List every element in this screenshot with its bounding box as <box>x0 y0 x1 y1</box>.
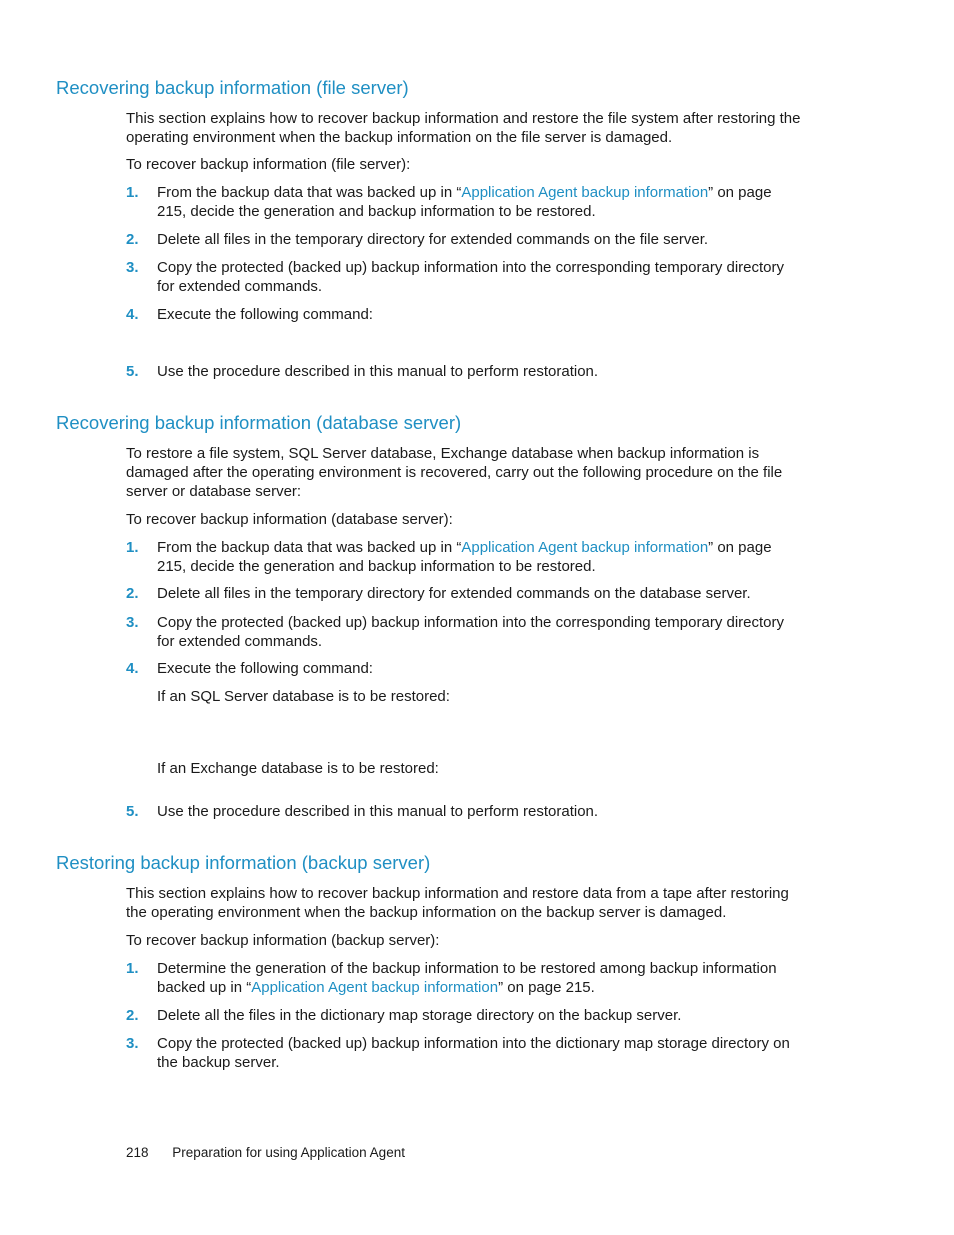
step-number: 2. <box>126 1007 139 1024</box>
step-text: Delete all files in the temporary directory for extended commands on the file server. <box>157 231 709 248</box>
step-number: 1. <box>126 184 139 201</box>
step-text-pre: From the backup data that was backed up in “ <box>157 184 462 201</box>
procedure-lead: To recover backup information (database server): <box>126 511 453 528</box>
step-text: Copy the protected (backed up) backup information into the corresponding temporary directory for extended commands. <box>157 259 785 295</box>
step-text: Copy the protected (backed up) backup information into the corresponding temporary directory for extended commands. <box>157 614 785 650</box>
step-number: 4. <box>126 306 139 323</box>
step-number: 2. <box>126 231 139 248</box>
xref-link[interactable]: Application Agent backup information <box>461 539 709 556</box>
procedure-lead: To recover backup information (backup server): <box>126 932 440 949</box>
step-text: Copy the protected (backed up) backup information into the dictionary map storage directory on the backup server. <box>157 1035 790 1071</box>
step-text-pre: From the backup data that was backed up in “ <box>157 539 462 556</box>
step-text <box>157 538 802 576</box>
section-heading-backup-server: Restoring backup information (backup server) <box>56 852 431 873</box>
step-number: 1. <box>126 539 139 556</box>
section-heading-database-server: Recovering backup information (database server) <box>56 412 462 433</box>
step-number: 5. <box>126 803 139 820</box>
section-heading-file-server: Recovering backup information (file server) <box>56 77 409 98</box>
page-footer <box>126 1145 405 1160</box>
step-text: Execute the following command: <box>157 306 373 323</box>
step-text <box>157 959 802 997</box>
step-number: 3. <box>126 1035 139 1052</box>
chapter-title: Preparation for using Application Agent <box>172 1145 405 1160</box>
step-number: 3. <box>126 614 139 631</box>
page-number: 218 <box>126 1145 149 1160</box>
step-sub-exchange: If an Exchange database is to be restored: <box>157 760 439 777</box>
step-text-post: ” on page 215, decide the generation and backup information to be restored. <box>157 539 772 575</box>
step-text: Use the procedure described in this manual to perform restoration. <box>157 363 599 380</box>
step-text: Execute the following command: <box>157 660 373 677</box>
step-number: 4. <box>126 660 139 677</box>
xref-link[interactable]: Application Agent backup information <box>251 979 499 996</box>
step-number: 2. <box>126 585 139 602</box>
step-text: Delete all files in the temporary directory for extended commands on the database server. <box>157 585 751 602</box>
step-number: 1. <box>126 960 139 977</box>
step-text-post: ” on page 215. <box>498 979 595 996</box>
step-number: 3. <box>126 259 139 276</box>
section-intro: This section explains how to recover backup information and restore the file system after restoring the operating environment when the backup information on the file server is damaged. <box>126 110 801 146</box>
step-text: Use the procedure described in this manual to perform restoration. <box>157 803 599 820</box>
step-text <box>157 183 802 221</box>
step-text-post: ” on page 215, decide the generation and backup information to be restored. <box>157 184 772 220</box>
xref-link[interactable]: Application Agent backup information <box>461 184 709 201</box>
procedure-lead: To recover backup information (file server): <box>126 156 411 173</box>
step-sub-sql-server: If an SQL Server database is to be restored: <box>157 688 450 705</box>
section-intro: To restore a file system, SQL Server database, Exchange database when backup information is damaged after the operating environment is recovered, carry out the following procedure on the file server or database server: <box>126 445 783 500</box>
step-text: Delete all the files in the dictionary map storage directory on the backup server. <box>157 1007 682 1024</box>
step-number: 5. <box>126 363 139 380</box>
step-text-pre: Determine the generation of the backup information to be restored among backup information backed up in “ <box>157 960 777 996</box>
section-intro: This section explains how to recover backup information and restore data from a tape after restoring the operating environment when the backup information on the backup server is damaged. <box>126 885 789 921</box>
